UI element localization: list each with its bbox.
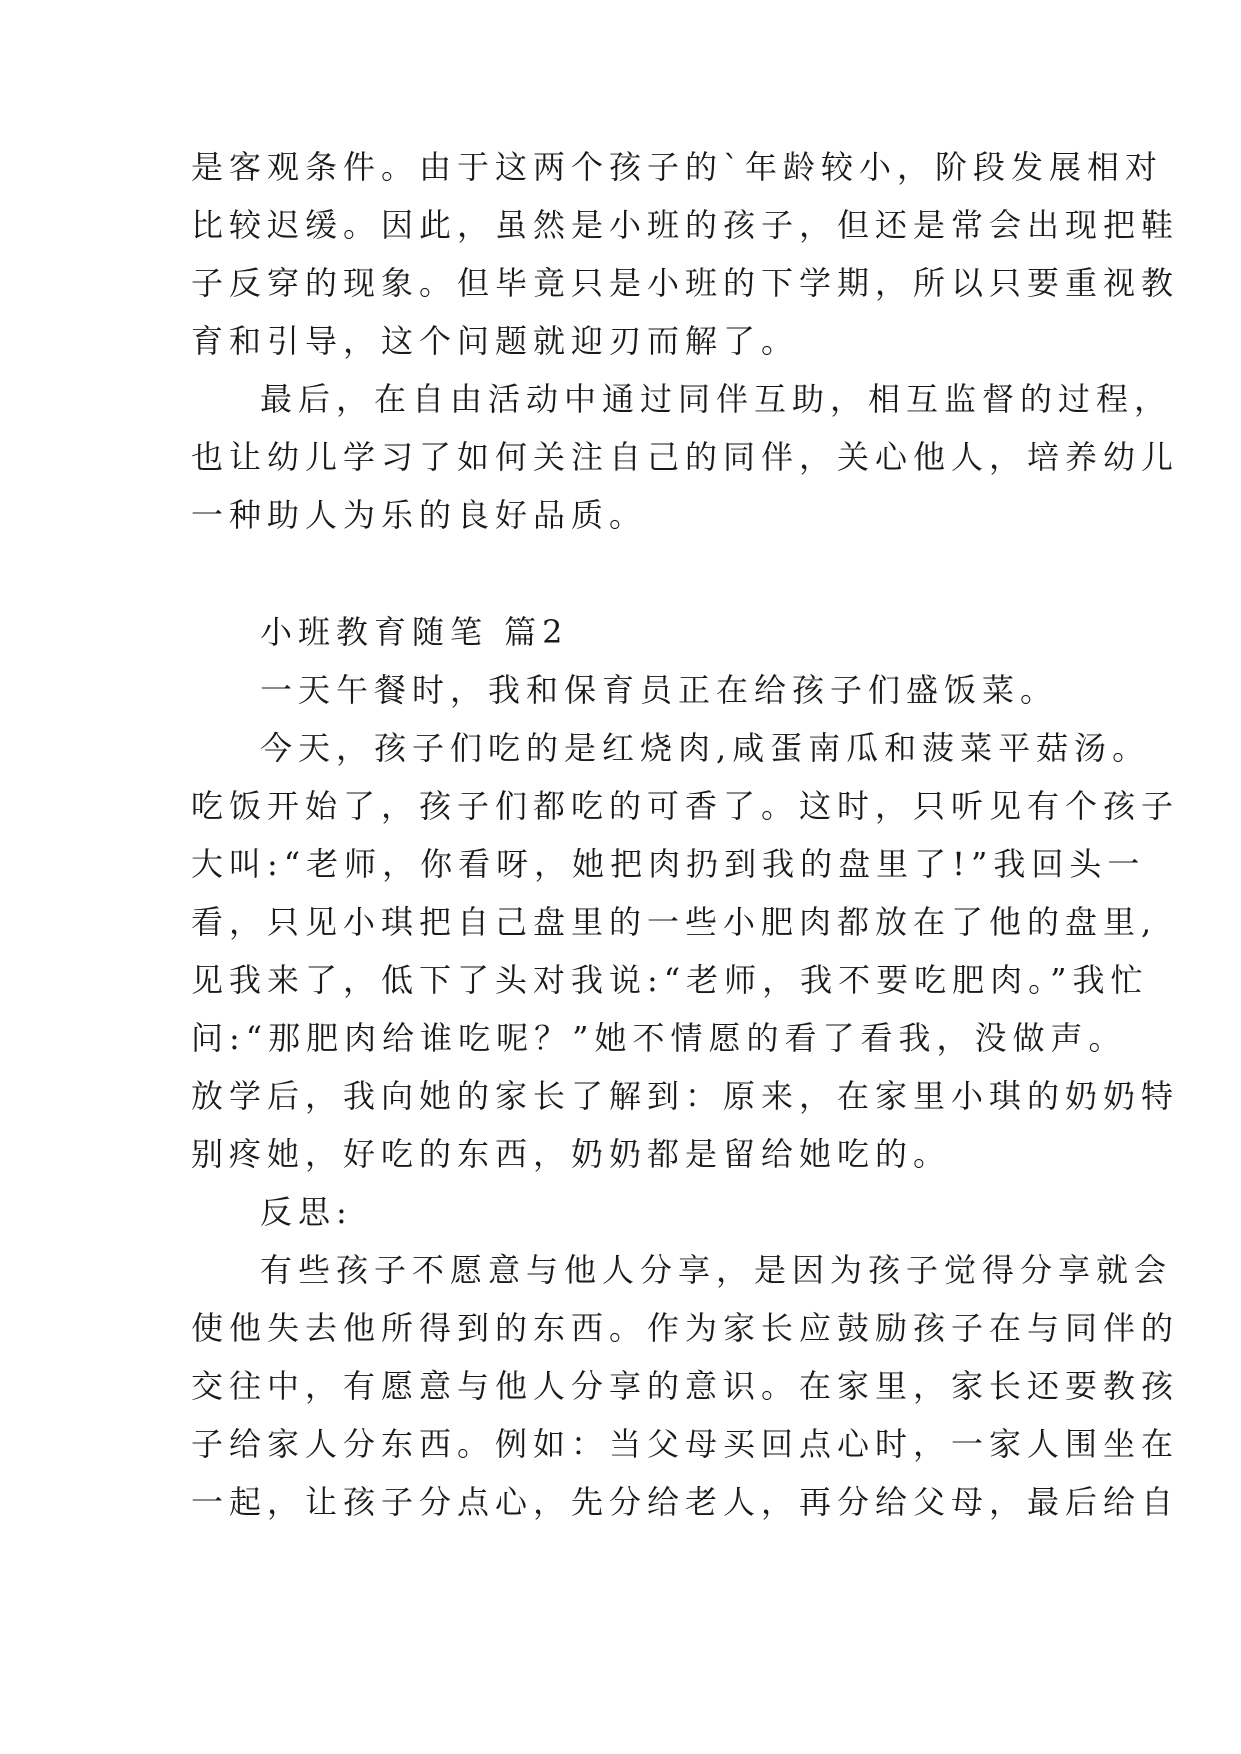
text-line: 今天，孩子们吃的是红烧肉,咸蛋南瓜和菠菜平菇汤。 <box>260 729 1151 767</box>
text-line: 最后，在自由活动中通过同伴互助，相互监督的过程， <box>260 380 1173 418</box>
text-line: 育和引导，这个问题就迎刃而解了。 <box>191 322 800 360</box>
text-line: 一种助人为乐的良好品质。 <box>191 496 648 534</box>
text-line: 别疼她，好吃的东西，奶奶都是留给她吃的。 <box>191 1135 952 1173</box>
text-line: 有些孩子不愿意与他人分享，是因为孩子觉得分享就会 <box>260 1251 1173 1289</box>
text-line: 见我来了，低下了头对我说:“老师，我不要吃肥肉。”我忙 <box>191 961 1149 999</box>
text-line: 使他失去他所得到的东西。作为家长应鼓励孩子在与同伴的 <box>191 1309 1180 1347</box>
text-line: 也让幼儿学习了如何关注自己的同伴，关心他人，培养幼儿 <box>191 438 1180 476</box>
text-line: 比较迟缓。因此，虽然是小班的孩子，但还是常会出现把鞋 <box>191 206 1180 244</box>
text-line: 放学后，我向她的家长了解到：原来，在家里小琪的奶奶特 <box>191 1077 1180 1115</box>
text-line: 一天午餐时，我和保育员正在给孩子们盛饭菜。 <box>260 671 1059 709</box>
text-line: 子反穿的现象。但毕竟只是小班的下学期，所以只要重视教 <box>191 264 1180 302</box>
text-line: 吃饭开始了，孩子们都吃的可香了。这时，只听见有个孩子 <box>191 787 1180 825</box>
reflection-heading: 反思: <box>260 1193 353 1231</box>
text-line: 问:“那肥肉给谁吃呢？”她不情愿的看了看我，没做声。 <box>191 1019 1127 1057</box>
section-heading: 小班教育随笔 篇2 <box>260 613 569 651</box>
text-line: 是客观条件。由于这两个孩子的`年龄较小，阶段发展相对 <box>191 148 1164 186</box>
text-line: 一起，让孩子分点心，先分给老人，再分给父母，最后给自 <box>191 1483 1180 1521</box>
text-line: 看，只见小琪把自己盘里的一些小肥肉都放在了他的盘里, <box>191 903 1158 941</box>
text-line: 子给家人分东西。例如：当父母买回点心时，一家人围坐在 <box>191 1425 1180 1463</box>
text-line: 大叫:“老师，你看呀，她把肉扔到我的盘里了!”我回头一 <box>191 845 1146 883</box>
text-line: 交往中，有愿意与他人分享的意识。在家里，家长还要教孩 <box>191 1367 1180 1405</box>
